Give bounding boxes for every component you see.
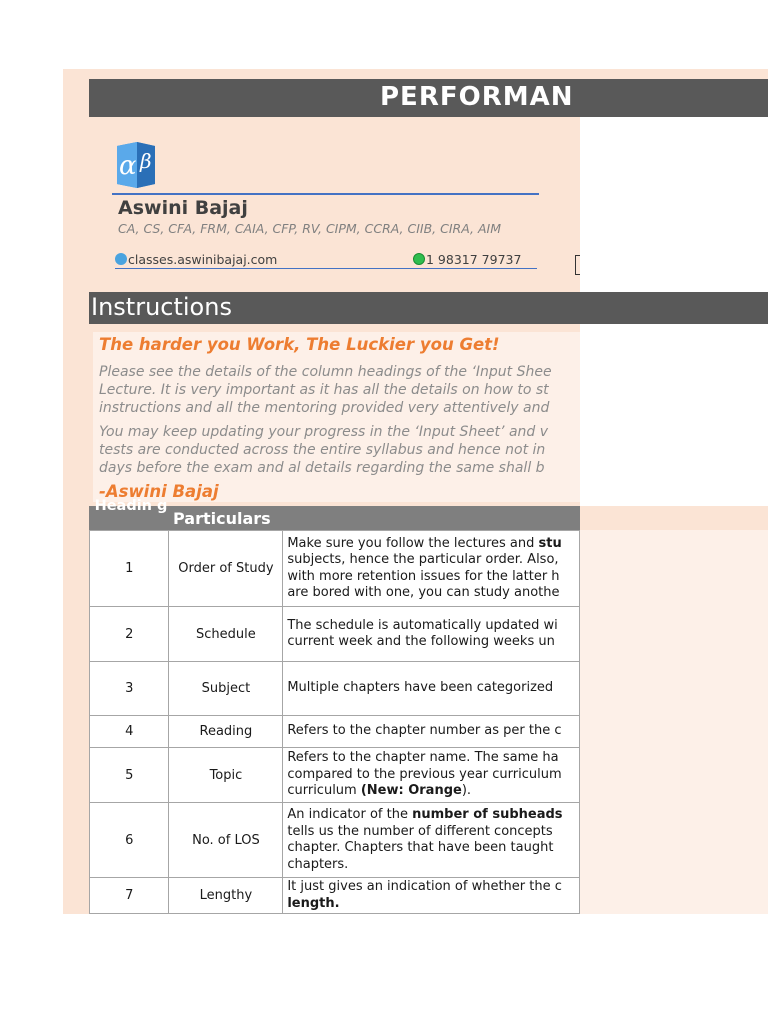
table-row: [90, 716, 580, 748]
desc-line: Refers to the chapter name. The same ha: [287, 750, 559, 766]
row-number: 5: [90, 748, 169, 803]
desc-line: chapters.: [287, 856, 349, 872]
row-description: [283, 716, 580, 748]
desc-line: The schedule is automatically updated wi: [287, 617, 558, 633]
page-title: PERFORMAN: [380, 82, 574, 112]
phone-text: 1 98317 79737: [426, 252, 522, 267]
row-heading: Topic: [169, 748, 283, 803]
table-row: [90, 748, 580, 803]
desc-line: Make sure you follow the lectures and stu: [287, 535, 562, 551]
instruction-line: instructions and all the mentoring provided very attentively and: [99, 400, 550, 416]
row-heading: Order of Study: [169, 531, 283, 607]
row-description: [283, 748, 580, 803]
row-number: 6: [90, 803, 169, 878]
blank-area: [580, 530, 768, 914]
svg-text:β: β: [140, 149, 152, 173]
row-heading: Lengthy: [169, 878, 283, 914]
row-number: 4: [90, 716, 169, 748]
row-number: 3: [90, 662, 169, 716]
author-name: Aswini Bajaj: [118, 197, 248, 219]
signature: -Aswini Bajaj: [99, 482, 219, 501]
table-row: [90, 803, 580, 878]
row-heading: No. of LOS: [169, 803, 283, 878]
row-number: 1: [90, 531, 169, 607]
row-number: 7: [90, 878, 169, 914]
row-description: [283, 607, 580, 662]
desc-line: Multiple chapters have been categorized: [287, 680, 554, 696]
website-text: classes.aswinibajaj.com: [128, 252, 278, 267]
row-number: 2: [90, 607, 169, 662]
desc-line: An indicator of the number of subheads: [287, 807, 563, 822]
desc-line: with more retention issues for the latter h: [287, 568, 560, 584]
desc-line: are bored with one, you can study anothe: [287, 585, 560, 600]
column-header-heading: Headin g: [94, 498, 168, 514]
desc-line: It just gives an indication of whether the c: [287, 879, 562, 894]
table-row: [90, 607, 580, 662]
desc-line: length.: [287, 895, 340, 911]
blank-area: [580, 324, 768, 506]
desc-line: current week and the following weeks un: [287, 634, 555, 649]
instruction-line: Please see the details of the column headings of the ‘Input Shee: [99, 364, 552, 380]
table-row: [90, 662, 580, 716]
row-heading: Schedule: [169, 607, 283, 662]
blank-area: [580, 117, 768, 294]
instruction-line: tests are conducted across the entire syllabus and hence not in: [99, 442, 546, 458]
instruction-line: Lecture. It is very important as it has all the details on how to st: [99, 382, 549, 398]
row-heading: Reading: [169, 716, 283, 748]
svg-text:α: α: [119, 151, 137, 181]
desc-line: subjects, hence the particular order. Also,: [287, 552, 559, 567]
column-header-particulars: Particulars: [173, 509, 271, 528]
instruction-line: You may keep updating your progress in the ‘Input Sheet’ and v: [99, 424, 549, 440]
row-heading: Subject: [169, 662, 283, 716]
table-row: [90, 878, 580, 914]
instructions-title: Instructions: [91, 293, 232, 321]
motto-quote: The harder you Work, The Luckier you Get!: [99, 335, 500, 354]
row-description: [283, 878, 580, 914]
desc-line: tells us the number of different concepts: [287, 823, 553, 839]
row-description: [283, 531, 580, 607]
desc-line: curriculum (New: Orange).: [287, 783, 472, 799]
instructions-table: [89, 530, 580, 914]
row-description: [283, 803, 580, 878]
row-description: [283, 662, 580, 716]
instruction-line: days before the exam and al details regarding the same shall b: [99, 460, 545, 476]
desc-line: chapter. Chapters that have been taught: [287, 840, 554, 855]
desc-line: Refers to the chapter number as per the c: [287, 723, 562, 739]
desc-line: compared to the previous year curriculum: [287, 766, 562, 782]
author-qualifications: CA, CS, CFA, FRM, CAIA, CFP, RV, CIPM, CCRA, CIIB, CIRA, AIM: [118, 221, 501, 236]
table-row: [90, 531, 580, 607]
